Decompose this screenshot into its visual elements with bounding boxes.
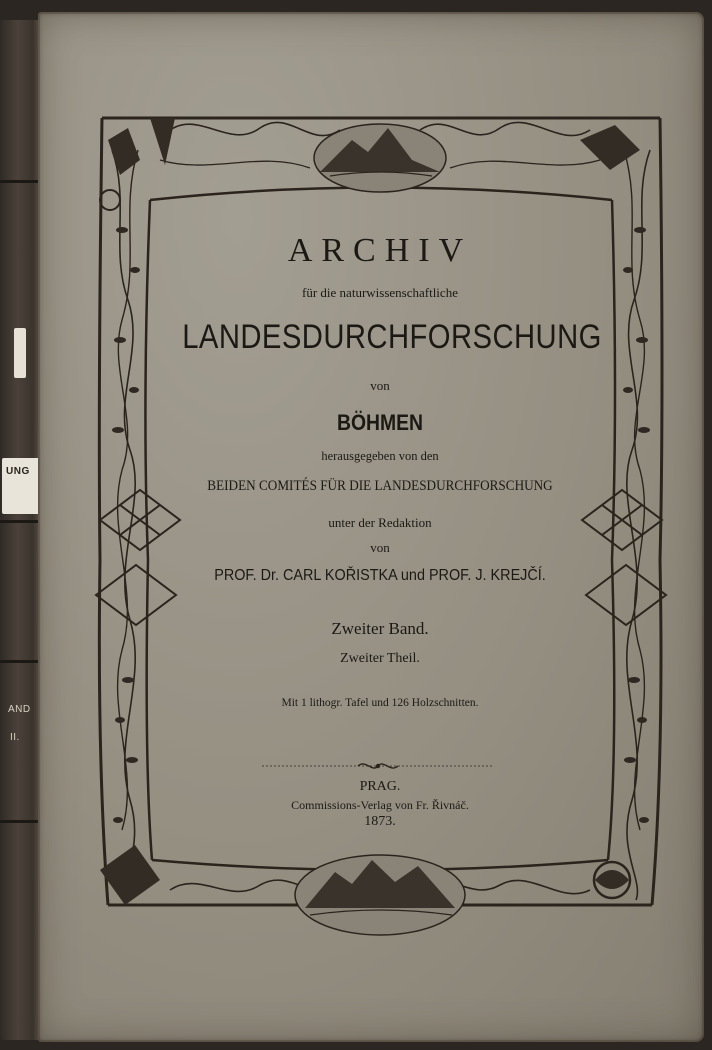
redaktion-line: unter der Redaktion bbox=[328, 515, 432, 530]
committees-line: BEIDEN COMITÉS FÜR DIE LANDESDURCHFORSCHUNG bbox=[207, 478, 553, 494]
part-label: Zweiter Theil. bbox=[340, 651, 420, 666]
illustrations-note: Mit 1 lithogr. Tafel und 126 Holzschnitten. bbox=[281, 697, 479, 709]
main-title-archiv: ARCHIV bbox=[287, 232, 473, 269]
main-title-landesdurchforschung: LANDESDURCHFORSCHUNG bbox=[182, 318, 602, 356]
von-line-2: von bbox=[370, 540, 390, 555]
spine-lower-text-2: II. bbox=[10, 732, 20, 743]
spine-label-text: UNG bbox=[6, 466, 30, 477]
von-line-1: von bbox=[370, 378, 390, 393]
publication-year: 1873. bbox=[364, 814, 396, 829]
region-title: BÖHMEN bbox=[336, 410, 424, 435]
divider-ornament-icon bbox=[262, 759, 494, 773]
spine-lower-text: AND bbox=[8, 704, 31, 715]
editors-names: PROF. Dr. CARL KOŘISTKA und PROF. J. KREJČÍ. bbox=[214, 567, 546, 584]
publisher-line: Commissions-Verlag von Fr. Řivnáč. bbox=[291, 798, 469, 812]
title-page bbox=[150, 0, 610, 1050]
volume-label: Zweiter Band. bbox=[331, 619, 429, 638]
editor-intro: herausgegeben von den bbox=[321, 449, 439, 463]
publication-city: PRAG. bbox=[359, 779, 401, 794]
subtitle: für die naturwissenschaftliche bbox=[302, 285, 458, 300]
